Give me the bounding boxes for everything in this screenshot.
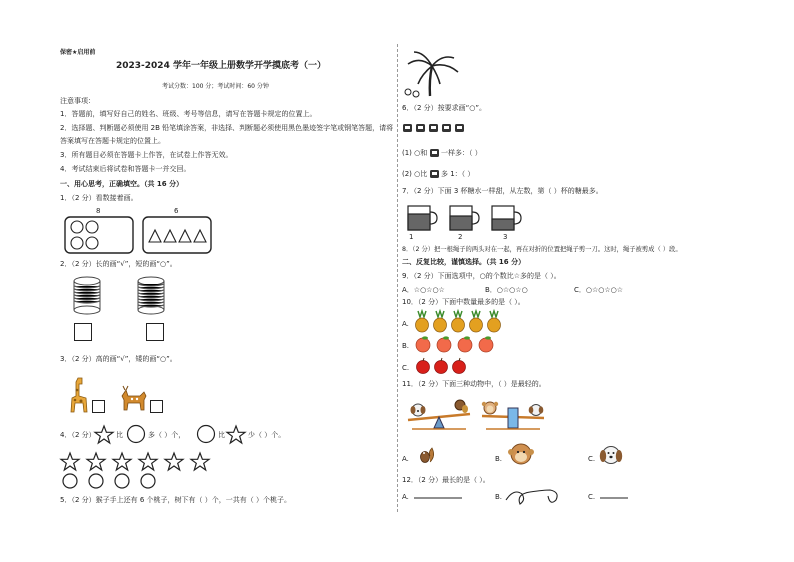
q2-rope-cylinder-left <box>70 276 104 316</box>
q11-text: 11．（2 分）下面三种动物中，（ ）是最轻的。 <box>402 380 546 388</box>
q4-star-row <box>60 452 220 472</box>
q9-option-a[interactable]: A．☆○☆○☆ <box>402 286 445 294</box>
q6-sub2b: 多 1：（ ） <box>441 170 475 178</box>
q6-sub1: (1) ○和 <box>402 149 428 157</box>
q3-answer-box-right[interactable] <box>150 400 163 413</box>
q12-line-a <box>414 496 464 500</box>
q4-text: 4．（2 分） <box>60 431 96 439</box>
deer-icon <box>118 386 150 414</box>
seesaw-scale-right <box>478 396 548 432</box>
q1-circle-box <box>64 216 134 254</box>
section1-title: 一、用心思考，正确填空。（共 16 分） <box>60 180 184 188</box>
q2-answer-box-left[interactable] <box>74 323 92 341</box>
q12-option-a-label[interactable]: A. <box>402 493 409 501</box>
q3-answer-box-left[interactable] <box>92 400 105 413</box>
dog-icon <box>598 444 624 466</box>
cup-icon-row <box>403 123 467 133</box>
q2-text: 2．（2 分）长的画“√”，短的画“○”。 <box>60 260 177 268</box>
q7-cup-label: 3 <box>503 233 508 241</box>
page-title: 2023-2024 学年一年级上册数学开学摸底考（一） <box>116 61 326 71</box>
squirrel-icon <box>418 446 436 464</box>
q12-option-c-label[interactable]: C. <box>588 493 596 501</box>
seesaw-scale-left <box>404 396 474 432</box>
q4-circle-row <box>62 472 162 490</box>
star-icon <box>94 425 114 444</box>
q11-option-b-label[interactable]: B. <box>495 455 503 463</box>
q1-triangle-box <box>142 216 212 254</box>
cup-icon <box>430 169 440 179</box>
q1-text: 1．（2 分）看数接着画。 <box>60 194 138 202</box>
column-divider <box>397 44 399 512</box>
q7-cup-label: 2 <box>458 233 463 241</box>
section2-title: 二、反复比较，谨慎选择。（共 16 分） <box>402 258 526 266</box>
giraffe-icon <box>66 376 90 414</box>
q2-answer-box-right[interactable] <box>146 323 164 341</box>
q4-part4: 少（ ）个。 <box>248 431 286 439</box>
monkey-icon <box>508 442 534 466</box>
peach-icon-row <box>414 335 498 353</box>
q12-option-b-label[interactable]: B. <box>495 493 503 501</box>
notice-item: 4．考试结束后将试卷和答题卡一并交回。 <box>60 165 191 173</box>
q2-rope-cylinder-right <box>134 276 168 316</box>
q7-cups <box>406 202 526 236</box>
circle-icon <box>126 424 146 444</box>
star-icon <box>226 425 246 444</box>
q4-part1: 比 <box>116 431 123 439</box>
q4-part3: 比 <box>218 431 225 439</box>
q10-text: 10．（2 分）下面中数量最多的是（ ）。 <box>402 298 525 306</box>
notice-heading: 注意事项： <box>60 97 95 105</box>
q7-text: 7．（2 分）下面 3 杯糖水一样甜，从左数，第（ ）杯的糖最多。 <box>402 187 603 195</box>
notice-item: 3．所有题目必须在答题卡上作答，在试卷上作答无效。 <box>60 151 233 159</box>
q4-part2: 多（ ）个， <box>148 431 186 439</box>
q7-cup-label: 1 <box>409 233 414 241</box>
q12-text: 12．（2 分）最长的是（ ）。 <box>402 476 490 484</box>
q5-text: 5．（2 分）猴子手上还有 6 个桃子，树下有（ ）个，一共有（ ）个桃子。 <box>60 496 291 504</box>
q12-curve-b <box>506 484 566 508</box>
q10-option-a-label[interactable]: A. <box>402 320 409 328</box>
q12-line-c <box>600 496 630 500</box>
notice-item: 答案填写在答题卡规定的位置上。 <box>60 137 165 145</box>
cup-icon <box>430 148 440 158</box>
q9-text: 9．（2 分）下面选项中，○的个数比☆多的是（ ）。 <box>402 272 561 280</box>
q6-sub1b: 一样多：（ ） <box>441 149 482 157</box>
q1-number-right: 6 <box>174 207 179 215</box>
q11-option-a-label[interactable]: A. <box>402 455 409 463</box>
q11-option-c-label[interactable]: C. <box>588 455 596 463</box>
q10-option-c-label[interactable]: C. <box>402 364 410 372</box>
q6-text: 6．（2 分）按要求画“○”。 <box>402 104 486 112</box>
exam-meta: 考试分数：100 分；考试时间：60 分钟 <box>162 83 269 90</box>
q9-option-c[interactable]: C．○☆○☆○☆ <box>574 286 624 294</box>
q9-option-b[interactable]: B．○☆○☆○ <box>485 286 528 294</box>
palm-tree-icon <box>402 50 462 98</box>
notice-item: 2．选择题、判断题必须使用 2B 铅笔填涂答案，非选择、判断题必须使用黑色墨迹签字笔或钢笔答题，请将 <box>60 124 394 132</box>
notice-item: 1．答题前，填写好自己的姓名、班级、考号等信息，请写在答题卡规定的位置上。 <box>60 110 317 118</box>
q3-text: 3．（2 分）高的画“√”，矮的画“○”。 <box>60 355 177 363</box>
circle-icon <box>196 424 216 444</box>
q8-text: 8．（2 分）把一根绳子的两头对在一起，再在对折的位置把绳子剪一刀。这时，绳子被剪成（ ）段。 <box>402 246 682 253</box>
q10-option-b-label[interactable]: B. <box>402 342 410 350</box>
q6-sub2: (2) ○比 <box>402 170 428 178</box>
pineapple-icon-row <box>414 311 504 333</box>
apple-icon-row <box>416 358 470 374</box>
q1-number-left: 8 <box>96 207 101 215</box>
secret-label: 保密★启用前 <box>60 49 96 56</box>
